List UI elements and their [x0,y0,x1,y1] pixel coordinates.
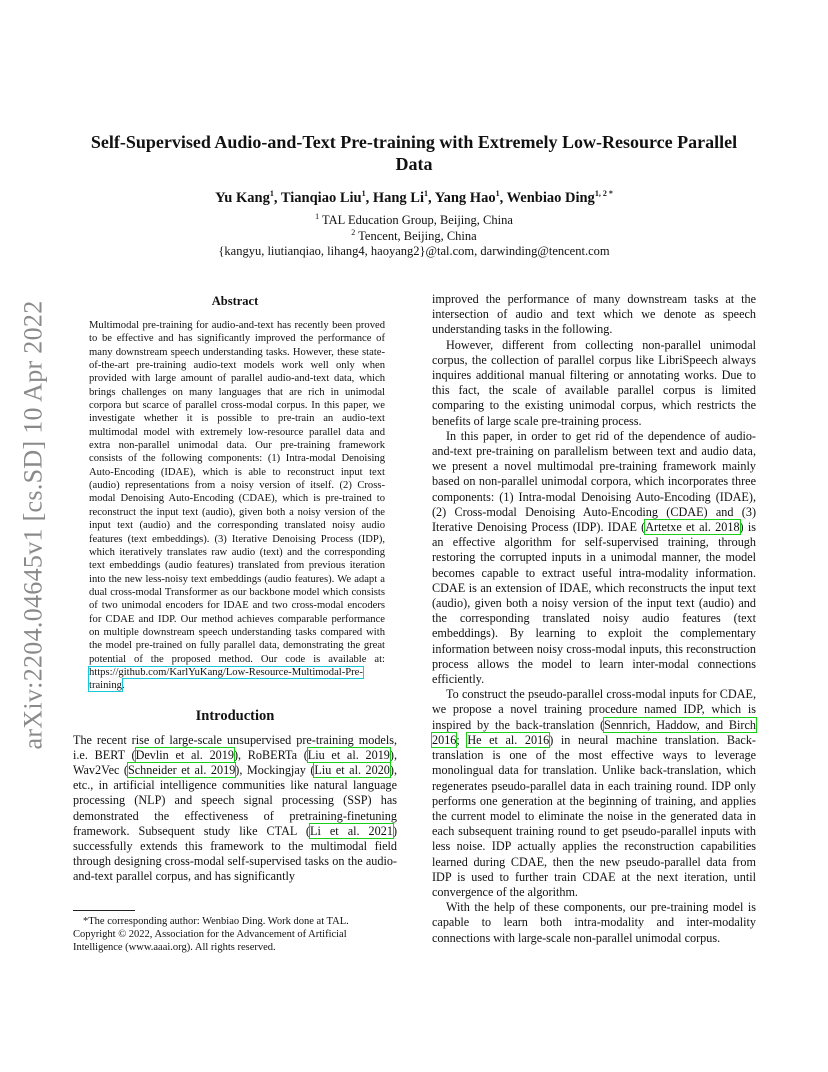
footnote [73,910,397,954]
text-run: ), etc., in artificial intelligence communities like natural language processing (NLP) and speech signal processing (SSP) has demonstrated the effectiveness of pretraining-finetuning framework. Subsequent study like CTAL ( [73,763,398,838]
intro-paragraph-2: However, different from collecting non-parallel unimodal corpus, the collection of parallel corpus like LibriSpeech always inquires additional manual filtering or annotating works. Due to this fact, the scale of available parallel corpus is limited comparing to the existing unimodal corpus, which restricts the benefits of large scale pre-training process. [432,337,756,428]
affil-mark: 2 [351,227,356,237]
abstract-text: Multimodal pre-training for audio-and-text has recently been proved to be effective and has significantly improved the performance of many downstream speech understanding tasks. However, these state-of-the-art pre-training audio-text models work well only when provided with large amount of parallel audio-and-text data, which brings challenges on many languages that are rich in unimodal corpora but scarce of parallel cross-modal corpus. In this paper, we investigate whether it is possible to pre-train an audio-text multimodal model with extremely low-resource parallel data and extra non-parallel unimodal data. Our pre-training framework consists of the following components: (1) Intra-modal Denoising Auto-Encoding (IDAE), which is able to reconstruct input text (audio) representations from a noisy version of itself. (2) Cross-modal Denoising Auto-Encoding (CDAE), which is pre-trained to reconstruct the input text (audio), given both a noisy version of the input text (audio) and the corresponding translated noisy audio features (text embeddings). (3) Iterative Denoising Process (IDP), which iteratively translates raw audio (text) and the corresponding text embeddings (audio features) translated from previous iteration into the new less-noisy text embeddings (audio features). We adapt a dual cross-modal Transformer as our backbone model which consists of two unimodal encoders for IDAE and two cross-modal encoders for CDAE and IDP. Our method achieves comparable performance on multiple downstream speech understanding tasks compared with the model pre-trained on fully parallel data, demonstrating the great potential of the proposed method. Our code is available at: [89,320,385,665]
affiliation-text: TAL Education Group, Beijing, China [319,213,513,227]
intro-body-left [73,733,397,885]
author: Yang Hao [434,190,496,206]
intro-paragraph-4 [432,687,756,900]
citation-link[interactable]: Liu et al. 2019 [307,747,390,762]
text-run: In this paper, in order to get rid of the dependence of audio-and-text pre-training on parallelism between text and audio data, we present a novel multimodal pre-training framework mainly based on non-parallel unimodal corpora, which incorporates three components: (1) Intra-modal Denoising Auto-Encoding (IDAE), (2) Cross-modal Denoising Auto-Encoding (CDAE) and (3) Iterative Denoising Process (IDP). IDAE ( [432,428,756,535]
citation-link[interactable]: He et al. 2016 [467,732,550,747]
footnote-corresponding-author: *The corresponding author: Wenbiao Ding. Work done at TAL. [83,916,349,927]
intro-paragraph-3 [432,429,756,687]
left-column [73,293,397,885]
citation-link[interactable]: Li et al. 2021 [310,823,393,838]
author-affil-mark: 1 [361,189,366,199]
text-run: To construct the pseudo-parallel cross-modal inputs for CDAE, we propose a novel training procedure named IDP, which is inspired by the back-translation ( [432,687,756,732]
intro-body-right [432,292,756,946]
abstract-body [89,319,385,693]
citation-link[interactable]: Liu et al. 2020 [314,763,390,778]
text-run: ), RoBERTa ( [233,747,308,762]
affiliation-text: Tencent, Beijing, China [355,228,477,243]
arxiv-stamp-text: arXiv:2204.04645v1 [cs.SD] 10 Apr 2022 [19,300,49,750]
author-affil-mark: 1 [495,189,500,199]
author-list: Yu Kang$^1$, Tianqiao Liu$^1$, Hang Li$^1$, Yang Hao$^1$, Wenbiao Ding$^{1, 2 *}$ [215,189,613,206]
text-run: The recent rise of large-scale unsupervised pre-training models, i.e. BERT ( [73,732,397,762]
author: Tianqiao Liu [280,190,362,206]
author: Wenbiao Ding [506,190,595,206]
text-run: ), Wav2Vec ( [73,747,397,778]
paper-title: Self-Supervised Audio-and-Text Pre-training with Extremely Low-Resource Parallel Data [90,132,738,174]
text-run: ) in neural machine translation. Back-translation is one of the most effective ways to leverage monolingual data for translation. Unlike back-translation, which regenerates pseudo-parallel data in each training round. IDP only performs one generation at the beginning of training, and applies the current model to eliminate the noise in the generated data in each subsequent training round to get pseudo-parallel inputs with less noise. IDP actually applies the reconstruction capabilities learned during CDAE, then the new pseudo-parallel data from IDP is used to further train CDAE at the next iteration, until convergence of the algorithm. [432,732,756,899]
affil-mark: 1 [315,211,320,221]
author-affil-mark: 1, 2 * [594,189,613,199]
text-run: ), Mockingjay ( [235,763,315,778]
affiliations [80,213,748,260]
footnote-rule [73,910,135,911]
citation-link[interactable]: Artetxe et al. 2018 [645,520,740,535]
author: Yu Kang [215,190,270,206]
footnote-copyright: Copyright © 2022, Association for the Advancement of Artificial Intelligence (www.aaai.org). All rights reserved. [73,929,347,953]
author-affil-mark: 1 [424,189,429,199]
section-heading-introduction: Introduction [195,707,275,724]
right-column [432,292,756,946]
affiliation-line [80,229,748,245]
intro-paragraph-1 [73,733,397,885]
text-run: ; [456,732,468,747]
author: Hang Li [372,190,425,206]
intro-paragraph-5: With the help of these components, our pre-training model is capable to learn both intra-modality and inter-modality connections with large-scale non-parallel unimodal corpus. [432,900,756,945]
citation-link[interactable]: Schneider et al. 2019 [127,763,236,778]
emails: {kangyu, liutianqiao, lihang4, haoyang2}@tal.com, darwinding@tencent.com [218,244,610,258]
citation-link[interactable]: Devlin et al. 2019 [135,747,234,762]
abstract-end: . [121,680,125,692]
affiliation-line [80,213,748,229]
arxiv-stamp [12,290,56,760]
code-url-link[interactable]: https://github.com/KarlYuKang/Low-Resource-Multimodal-Pre-training [89,666,363,692]
author-affil-mark: 1 [269,189,274,199]
citation-link[interactable]: Sennrich, Haddow, and Birch 2016 [432,717,756,747]
abstract-heading: Abstract [211,294,259,308]
intro-paragraph-1-continued: improved the performance of many downstream tasks at the intersection of audio and text which we denote as speech understanding tasks in the following. [432,292,756,337]
text-run: ) successfully extends this framework to the multimodal field through designing cross-modal self-supervised tasks on the audio-and-text parallel corpus, and has significantly [73,823,397,884]
text-run: ) is an effective algorithm for self-supervised training, through restoring the corrupted inputs in a unimodal manner, the model becomes capable to extract useful intra-modality information. CDAE is an extension of IDAE, which reconstructs the input text (audio), given both a noisy version of the input text (audio) and the corresponding translated noisy audio features (text embeddings). By learning to exploit the complementary information between noisy cross-modal inputs, this reconstruction process allows the model to learn inter-modal connections efficiently. [432,520,756,687]
